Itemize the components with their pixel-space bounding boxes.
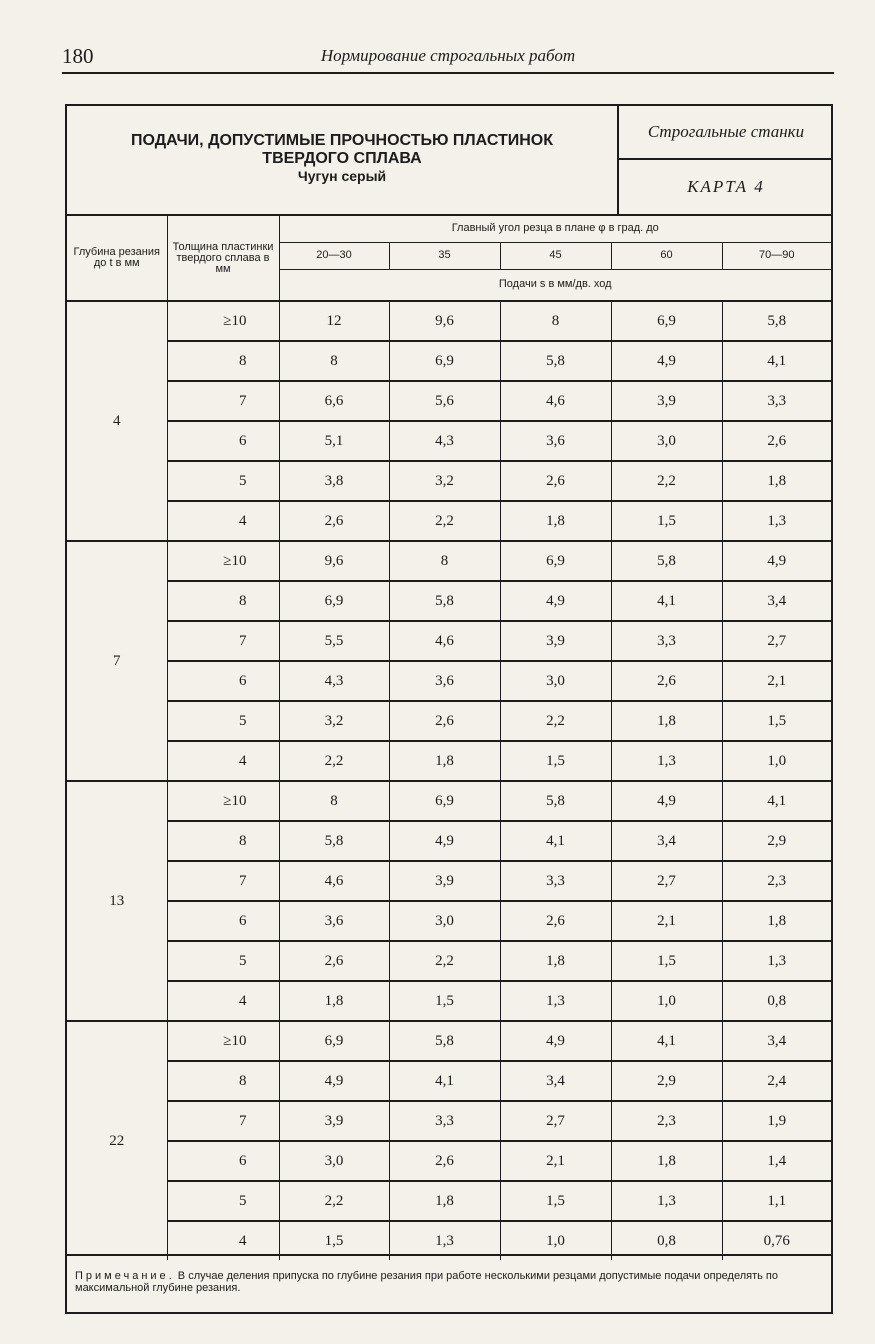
feed-value-cell: 3,3 bbox=[500, 861, 611, 901]
thickness-cell: 4 bbox=[167, 501, 279, 541]
table-row bbox=[67, 1141, 831, 1181]
depth-cell: 13 bbox=[67, 781, 167, 1021]
feed-value-cell: 2,6 bbox=[611, 661, 722, 701]
note-prefix: Примечание. bbox=[75, 1270, 175, 1282]
feed-value-cell: 1,8 bbox=[500, 941, 611, 981]
feed-value-cell: 4,9 bbox=[722, 541, 831, 581]
feed-value-cell: 5,1 bbox=[279, 421, 389, 461]
feed-value-cell: 6,9 bbox=[389, 341, 500, 381]
feed-value-cell: 1,4 bbox=[722, 1141, 831, 1181]
thickness-cell: 6 bbox=[167, 421, 279, 461]
footnote bbox=[75, 1270, 825, 1294]
feed-value-cell: 3,4 bbox=[611, 821, 722, 861]
feed-value-cell: 5,8 bbox=[611, 541, 722, 581]
table-row bbox=[67, 1101, 831, 1141]
feed-value-cell: 3,9 bbox=[279, 1101, 389, 1141]
table-row bbox=[67, 901, 831, 941]
feed-value-cell: 1,8 bbox=[611, 701, 722, 741]
thickness-cell: 5 bbox=[167, 941, 279, 981]
table-row bbox=[67, 381, 831, 421]
feed-value-cell: 6,9 bbox=[500, 541, 611, 581]
feed-value-cell: 3,2 bbox=[279, 701, 389, 741]
feed-value-cell: 1,1 bbox=[722, 1181, 831, 1221]
thickness-cell: 8 bbox=[167, 581, 279, 621]
depth-cell: 22 bbox=[67, 1021, 167, 1260]
feed-value-cell: 4,1 bbox=[611, 581, 722, 621]
feed-value-cell: 2,2 bbox=[279, 1181, 389, 1221]
angle-col-35: 35 bbox=[389, 242, 500, 269]
feed-value-cell: 2,6 bbox=[389, 701, 500, 741]
thickness-cell: 5 bbox=[167, 701, 279, 741]
thickness-cell: 4 bbox=[167, 981, 279, 1021]
depth-cell: 4 bbox=[67, 301, 167, 541]
feed-value-cell: 2,2 bbox=[279, 741, 389, 781]
feed-value-cell: 1,8 bbox=[500, 501, 611, 541]
feed-value-cell: 1,8 bbox=[389, 1181, 500, 1221]
feed-value-cell: 2,2 bbox=[389, 941, 500, 981]
table-row bbox=[67, 581, 831, 621]
feed-value-cell: 4,3 bbox=[279, 661, 389, 701]
thickness-cell: 6 bbox=[167, 661, 279, 701]
feed-value-cell: 4,9 bbox=[611, 341, 722, 381]
feed-value-cell: 4,9 bbox=[500, 1021, 611, 1061]
table-row bbox=[67, 741, 831, 781]
feed-value-cell: 3,0 bbox=[389, 901, 500, 941]
thickness-cell: ≥10 bbox=[167, 541, 279, 581]
feed-value-cell: 2,4 bbox=[722, 1061, 831, 1101]
feed-value-cell: 4,3 bbox=[389, 421, 500, 461]
feed-value-cell: 3,4 bbox=[722, 581, 831, 621]
feed-value-cell: 2,2 bbox=[389, 501, 500, 541]
feed-value-cell: 8 bbox=[389, 541, 500, 581]
angle-col-45: 45 bbox=[500, 242, 611, 269]
feed-value-cell: 3,0 bbox=[279, 1141, 389, 1181]
thickness-cell: 7 bbox=[167, 621, 279, 661]
feed-value-cell: 5,6 bbox=[389, 381, 500, 421]
feed-value-cell: 2,3 bbox=[722, 861, 831, 901]
feed-value-cell: 2,9 bbox=[611, 1061, 722, 1101]
table-row bbox=[67, 661, 831, 701]
feed-value-cell: 4,1 bbox=[500, 821, 611, 861]
thickness-cell: 5 bbox=[167, 1181, 279, 1221]
angle-col-20-30: 20—30 bbox=[279, 242, 389, 269]
feed-value-cell: 4,1 bbox=[722, 341, 831, 381]
feed-value-cell: 6,9 bbox=[611, 301, 722, 341]
feed-value-cell: 4,6 bbox=[389, 621, 500, 661]
thickness-cell: 7 bbox=[167, 1101, 279, 1141]
feed-value-cell: 3,9 bbox=[389, 861, 500, 901]
angle-header: Главный угол резца в плане φ в град. до bbox=[279, 215, 831, 242]
table-row bbox=[67, 941, 831, 981]
feed-value-cell: 2,1 bbox=[611, 901, 722, 941]
feed-value-cell: 1,5 bbox=[389, 981, 500, 1021]
feed-value-cell: 4,6 bbox=[279, 861, 389, 901]
page-number: 180 bbox=[62, 44, 94, 68]
feed-value-cell: 5,8 bbox=[389, 581, 500, 621]
feed-value-cell: 2,7 bbox=[500, 1101, 611, 1141]
angle-col-60: 60 bbox=[611, 242, 722, 269]
feed-value-cell: 2,6 bbox=[500, 461, 611, 501]
feed-value-cell: 2,6 bbox=[500, 901, 611, 941]
feed-value-cell: 5,5 bbox=[279, 621, 389, 661]
table-row bbox=[67, 501, 831, 541]
thickness-cell: ≥10 bbox=[167, 301, 279, 341]
note-divider bbox=[67, 1254, 831, 1256]
feed-value-cell: 2,6 bbox=[722, 421, 831, 461]
feed-value-cell: 1,0 bbox=[611, 981, 722, 1021]
feed-value-cell: 3,0 bbox=[611, 421, 722, 461]
table-body bbox=[67, 301, 831, 1260]
card-number-label: КАРТА 4 bbox=[687, 177, 765, 196]
thickness-cell: ≥10 bbox=[167, 781, 279, 821]
feed-value-cell: 3,9 bbox=[500, 621, 611, 661]
feed-value-cell: 1,9 bbox=[722, 1101, 831, 1141]
feed-value-cell: 1,3 bbox=[722, 501, 831, 541]
feed-value-cell: 2,6 bbox=[389, 1141, 500, 1181]
depth-header: Глубина резания до t в мм bbox=[67, 215, 167, 301]
feed-value-cell: 8 bbox=[279, 781, 389, 821]
feed-value-cell: 2,7 bbox=[722, 621, 831, 661]
feeds-table bbox=[67, 214, 831, 1260]
feed-value-cell: 4,9 bbox=[279, 1061, 389, 1101]
table-row bbox=[67, 421, 831, 461]
table-row bbox=[67, 861, 831, 901]
feed-value-cell: 6,6 bbox=[279, 381, 389, 421]
table-row bbox=[67, 1061, 831, 1101]
thickness-cell: 5 bbox=[167, 461, 279, 501]
feed-value-cell: 3,6 bbox=[279, 901, 389, 941]
feed-value-cell: 1,8 bbox=[722, 901, 831, 941]
feed-value-cell: 12 bbox=[279, 301, 389, 341]
feed-value-cell: 1,3 bbox=[500, 981, 611, 1021]
table-row bbox=[67, 781, 831, 821]
feed-value-cell: 2,9 bbox=[722, 821, 831, 861]
feed-value-cell: 6,9 bbox=[389, 781, 500, 821]
card-title-line1: ПОДАЧИ, ДОПУСТИМЫЕ ПРОЧНОСТЬЮ ПЛАСТИНОК bbox=[130, 132, 554, 149]
feed-value-cell: 0,76 bbox=[722, 1221, 831, 1260]
feed-value-cell: 6,9 bbox=[279, 581, 389, 621]
table-row bbox=[67, 461, 831, 501]
angle-col-70-90: 70—90 bbox=[722, 242, 831, 269]
table-row bbox=[67, 1181, 831, 1221]
feed-value-cell: 1,8 bbox=[722, 461, 831, 501]
feed-value-cell: 1,3 bbox=[722, 941, 831, 981]
feed-value-cell: 2,1 bbox=[500, 1141, 611, 1181]
feed-value-cell: 6,9 bbox=[279, 1021, 389, 1061]
feed-value-cell: 5,8 bbox=[500, 341, 611, 381]
feed-value-cell: 8 bbox=[279, 341, 389, 381]
table-row bbox=[67, 981, 831, 1021]
table-row bbox=[67, 821, 831, 861]
table-row bbox=[67, 621, 831, 661]
running-title: Нормирование строгальных работ bbox=[320, 46, 576, 65]
page-header bbox=[62, 42, 834, 74]
table-row bbox=[67, 541, 831, 581]
depth-cell: 7 bbox=[67, 541, 167, 781]
feed-value-cell: 4,1 bbox=[611, 1021, 722, 1061]
feed-value-cell: 1,3 bbox=[611, 741, 722, 781]
table-row bbox=[67, 301, 831, 341]
feed-value-cell: 2,1 bbox=[722, 661, 831, 701]
thickness-header: Толщина пластинки твердого сплава в мм bbox=[167, 215, 279, 301]
feed-value-cell: 1,0 bbox=[722, 741, 831, 781]
machine-type-label: Строгальные станки bbox=[619, 106, 833, 160]
feed-value-cell: 9,6 bbox=[389, 301, 500, 341]
feed-value-cell: 3,3 bbox=[722, 381, 831, 421]
card-title-line2: ТВЕРДОГО СПЛАВА bbox=[262, 150, 422, 167]
title-block bbox=[67, 106, 619, 214]
feed-value-cell: 4,9 bbox=[389, 821, 500, 861]
thickness-cell: 7 bbox=[167, 381, 279, 421]
thickness-cell: 6 bbox=[167, 901, 279, 941]
feed-value-cell: 1,5 bbox=[500, 1181, 611, 1221]
feed-value-cell: 3,2 bbox=[389, 461, 500, 501]
feed-value-cell: 3,3 bbox=[389, 1101, 500, 1141]
feed-value-cell: 3,6 bbox=[500, 421, 611, 461]
feed-value-cell: 1,5 bbox=[611, 941, 722, 981]
feed-value-cell: 3,9 bbox=[611, 381, 722, 421]
feed-value-cell: 1,5 bbox=[722, 701, 831, 741]
feed-header: Подачи s в мм/дв. ход bbox=[498, 278, 612, 291]
feed-value-cell: 2,3 bbox=[611, 1101, 722, 1141]
note-text: В случае деления припуска по глубине резания при работе несколькими резцами допустимые подачи определять по максимальной глубине резания. bbox=[75, 1270, 779, 1294]
feed-value-cell: 1,0 bbox=[500, 1221, 611, 1260]
card-frame bbox=[65, 104, 833, 1314]
thickness-cell: 8 bbox=[167, 341, 279, 381]
feed-value-cell: 3,3 bbox=[611, 621, 722, 661]
thickness-cell: 8 bbox=[167, 821, 279, 861]
thickness-cell: 7 bbox=[167, 861, 279, 901]
feed-value-cell: 4,1 bbox=[722, 781, 831, 821]
feed-value-cell: 9,6 bbox=[279, 541, 389, 581]
feed-value-cell: 1,5 bbox=[611, 501, 722, 541]
feed-value-cell: 4,6 bbox=[500, 381, 611, 421]
feed-value-cell: 5,8 bbox=[279, 821, 389, 861]
thickness-cell: 8 bbox=[167, 1061, 279, 1101]
feed-value-cell: 2,2 bbox=[500, 701, 611, 741]
feed-value-cell: 4,9 bbox=[611, 781, 722, 821]
table-row bbox=[67, 701, 831, 741]
feed-value-cell: 4,1 bbox=[389, 1061, 500, 1101]
feed-value-cell: 3,0 bbox=[500, 661, 611, 701]
feed-value-cell: 1,3 bbox=[611, 1181, 722, 1221]
feeds-table-wrap bbox=[67, 214, 831, 1260]
thickness-cell: 4 bbox=[167, 741, 279, 781]
table-row bbox=[67, 341, 831, 381]
feed-value-cell: 3,6 bbox=[389, 661, 500, 701]
feed-value-cell: 1,5 bbox=[279, 1221, 389, 1260]
feed-value-cell: 1,8 bbox=[279, 981, 389, 1021]
card-material: Чугун серый bbox=[297, 168, 387, 184]
feed-value-cell: 2,2 bbox=[611, 461, 722, 501]
feed-value-cell: 1,3 bbox=[389, 1221, 500, 1260]
thickness-cell: ≥10 bbox=[167, 1021, 279, 1061]
feed-value-cell: 5,8 bbox=[389, 1021, 500, 1061]
feed-value-cell: 1,8 bbox=[611, 1141, 722, 1181]
feed-value-cell: 3,4 bbox=[500, 1061, 611, 1101]
thickness-cell: 4 bbox=[167, 1221, 279, 1260]
feed-value-cell: 1,5 bbox=[500, 741, 611, 781]
feed-value-cell: 2,6 bbox=[279, 941, 389, 981]
feed-value-cell: 0,8 bbox=[611, 1221, 722, 1260]
table-row bbox=[67, 1021, 831, 1061]
feed-value-cell: 0,8 bbox=[722, 981, 831, 1021]
feed-value-cell: 4,9 bbox=[500, 581, 611, 621]
thickness-cell: 6 bbox=[167, 1141, 279, 1181]
feed-value-cell: 2,6 bbox=[279, 501, 389, 541]
feed-value-cell: 3,8 bbox=[279, 461, 389, 501]
feed-value-cell: 2,7 bbox=[611, 861, 722, 901]
feed-value-cell: 3,4 bbox=[722, 1021, 831, 1061]
feed-value-cell: 1,8 bbox=[389, 741, 500, 781]
feed-value-cell: 8 bbox=[500, 301, 611, 341]
feed-value-cell: 5,8 bbox=[500, 781, 611, 821]
feed-value-cell: 5,8 bbox=[722, 301, 831, 341]
